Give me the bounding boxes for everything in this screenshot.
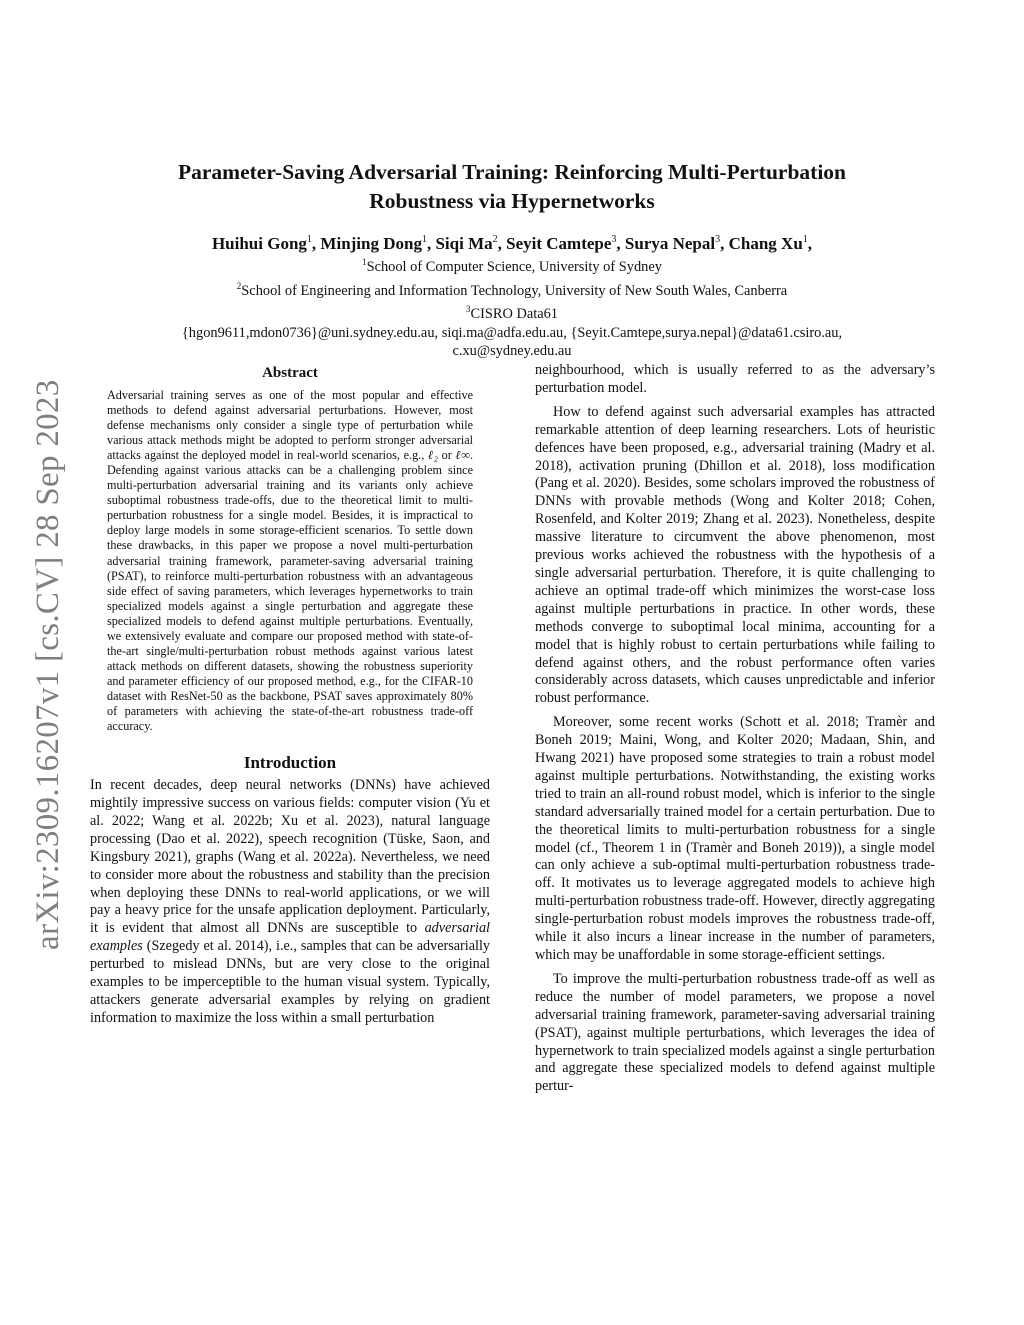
affiliation-text: School of Computer Science, University of Sydney: [366, 259, 662, 275]
author-affiliation-mark: 1: [802, 234, 808, 245]
abstract-text-start: Adversarial training serves as one of the most popular and effective methods to defend against adversarial perturbations. However, most defense mechanisms only consider a single type of perturbation while various attack methods might be adopted to perform stronger adversarial attacks against the deployed model in real-world scenarios, e.g.,: [107, 388, 473, 463]
abstract-body: [107, 388, 473, 734]
linf-norm-symbol: ℓ∞: [455, 448, 470, 463]
author-affiliation-mark: 1: [421, 234, 427, 245]
paper-title: [100, 158, 924, 216]
intro-p1-text-start: In recent decades, deep neural networks (DNNs) have achieved mightily impressive success on various fields: computer vision (Yu et al. 2022; Wang et al. 2022b; Xu et al. 2023), natural language processing (Dao et al. 2022), speech recognition (Tüske, Saon, and Kingsbury 2021), graphs (Wang et al. 2022a). Nevertheless, we need to consider more about the robustness and stability than the precision when deploying these DNNs to real-world applications, or we will pay a heavy price for the unsafe application deployment. Particularly, it is evident that almost all DNNs are susceptible to: [90, 777, 490, 937]
right-paragraph-4: To improve the multi-perturbation robustness trade-off as well as reduce the number of model parameters, we propose a novel adversarial training framework, parameter-saving adversarial training (PSAT), against multiple perturbations, which leverages the idea of hypernetwork to train specialized models against a single perturbation and aggregate these specialized models to defend against multiple pertur-: [535, 970, 935, 1095]
affiliation-line: [100, 277, 924, 301]
author-affiliation-mark: 1: [306, 234, 312, 245]
author-name: Seyit Camtepe: [506, 234, 612, 253]
affiliation-line: [100, 300, 924, 324]
affiliation-number: 1: [362, 257, 367, 267]
right-paragraph-1: neighbourhood, which is usually referred to as the adversary’s perturbation model.: [535, 362, 935, 396]
right-column: [535, 362, 935, 1096]
title-line-1: Parameter-Saving Adversarial Training: Reinforcing Multi-Perturbation: [177, 160, 846, 184]
author-name: Minjing Dong: [320, 234, 422, 253]
author-name: Surya Nepal: [624, 234, 716, 253]
affiliation-line: [100, 253, 924, 277]
intro-paragraph-1: [90, 777, 490, 1028]
author-name: Huihui Gong: [211, 234, 307, 253]
affiliation-number: 2: [236, 280, 242, 291]
abstract-heading: Abstract: [262, 365, 318, 381]
l2-norm-symbol: ℓ₂: [427, 448, 438, 463]
arxiv-stamp: [30, 350, 74, 950]
abstract-text-end: . Defending against various attacks can be a challenging problem since multi-perturbation adversarial training and its variants only achieve suboptimal robustness trade-offs, due to the theoretical limit to multi-perturbation robustness for a single model. Besides, it is impractical to deploy large models in some storage-efficient scenarios. To settle down these drawbacks, in this paper we propose a novel multi-perturbation adversarial training framework, parameter-saving adversarial training (PSAT), to reinforce multi-perturbation robustness with an advantageous side effect of saving parameters, which leverages hypernetworks to train specialized models against a single perturbation and aggregate these specialized models to defend against multiple perturbations. Eventually, we extensively evaluate and compare our proposed method with state-of-the-art single/multi-perturbation robust methods against various latest attack methods on different datasets, showing the robustness superiority and parameter efficiency of our proposed method, e.g., for the CIFAR-10 dataset with ResNet-50 as the backbone, PSAT saves approximately 80% of parameters with achieving the state-of-the-art robustness trade-off accuracy.: [107, 448, 473, 734]
author-name: Chang Xu: [728, 234, 803, 253]
affiliation-number: 3: [465, 304, 471, 314]
title-line-2: Robustness via Hypernetworks: [369, 189, 655, 213]
introduction-heading: Introduction: [243, 753, 337, 773]
right-paragraph-3: Moreover, some recent works (Schott et al. 2018; Tramèr and Boneh 2019; Maini, Wong, and Kolter 2020; Madaan, Shin, and Hwang 2021) have proposed some strategies to train a robust model against multiple perturbations. Notwithstanding, the existing works tried to train an all-round robust model, which is inferior to the single standard adversarially trained model for a certain perturbation. Due to the theoretical limits to multi-perturbation robustness for a single model (cf., Theorem 1 in (Tramèr and Boneh 2019)), a single model can only achieve a sub-optimal multi-perturbation robustness trade-off. It motivates us to leverage aggregated models to achieve high multi-perturbation robustness trade-off. However, directly aggregating single-perturbation robust models improves the robustness trade-off, while it also incurs a linear increase in the number of parameters, which may be unaffordable in some storage-efficient settings.: [535, 714, 935, 963]
author-list: Huihui Gong$^1$, Minjing Dong$^1$, Siqi Ma$^2$, Seyit Camtepe$^3$, Surya Nepal$^3$, Chang Xu$^1$,: [211, 234, 813, 253]
affiliation-text: School of Engineering and Information Technology, University of New South Wales, Canberra: [241, 282, 788, 299]
abstract-or: or: [437, 448, 456, 463]
author-affiliation-mark: 2: [492, 234, 498, 245]
author-name: Siqi Ma: [435, 234, 493, 253]
author-affiliation-mark: 3: [715, 234, 721, 245]
intro-p1-text-end: (Szegedy et al. 2014), i.e., samples that can be adversarially perturbed to mislead DNNs, but are very close to the original examples to be imperceptible to the human visual system. Typically, attackers generate adversarial examples by relying on gradient information to maximize the loss within a small perturbation: [90, 938, 490, 1026]
right-paragraph-2: How to defend against such adversarial examples has attracted remarkable attention of deep learning researchers. Lots of heuristic defences have been proposed, e.g., adversarial training (Madry et al. 2018), activation pruning (Dhillon et al. 2018), loss modification (Pang et al. 2020). Besides, some scholars improved the robustness of DNNs with provable methods (Wong and Kolter 2018; Cohen, Rosenfeld, and Kolter 2019; Zhang et al. 2023). Nonetheless, despite massive literature to circumvent the above phenomenon, most previous works achieved the robustness with the hypothesis of a single adversarial perturbation. Therefore, it is quite challenging to achieve an optimal trade-off which minimizes the worst-case loss against multiple perturbations in practice. In other words, these methods converge to suboptimal local minima, accounting for a model that is highly robust to certain perturbations while failing to defend against others, and the robust performance often varies considerably across datasets, which causes unpredictable and inferior robust performance.: [535, 403, 935, 707]
intro-p1-emphasis: adversarial examples: [90, 920, 490, 955]
emails-line-1: {hgon9611,mdon0736}@uni.sydney.edu.au, siqi.ma@adfa.edu.au, {Seyit.Camtepe,surya.nepal}@data61.csiro.au,: [181, 324, 843, 341]
emails-line-2: c.xu@sydney.edu.au: [452, 343, 572, 359]
arxiv-stamp-text: arXiv:2309.16207v1 [cs.CV] 28 Sep 2023: [30, 379, 66, 950]
author-affiliation-mark: 3: [611, 234, 617, 245]
left-column: [90, 362, 490, 1028]
affiliation-text: CISRO Data61: [470, 306, 559, 322]
affiliations: [100, 253, 924, 361]
